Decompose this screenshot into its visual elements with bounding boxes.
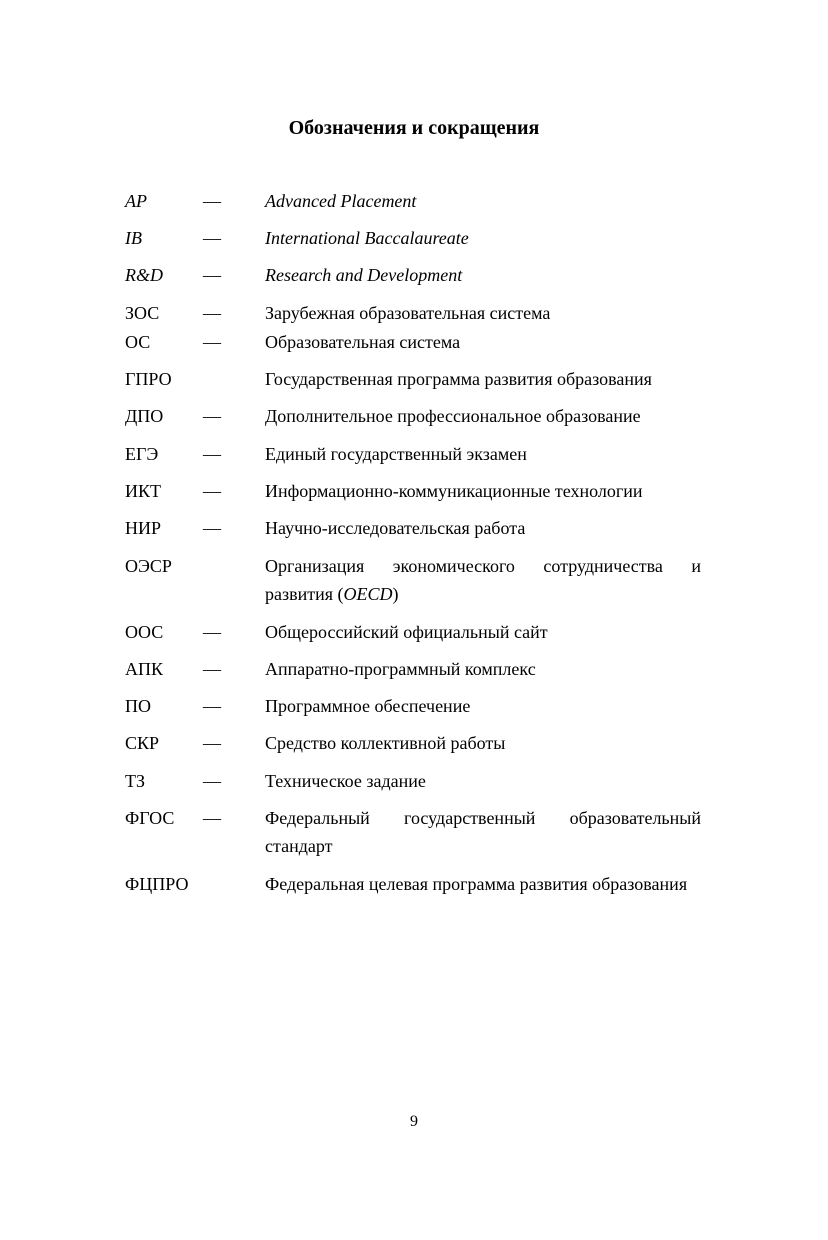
definition: Научно-исследовательская работа <box>265 518 526 538</box>
list-item <box>125 299 701 327</box>
list-item <box>125 767 701 795</box>
abbreviation: AP <box>125 191 147 211</box>
dash: — <box>203 303 221 323</box>
abbreviation: ФЦПРО <box>125 874 189 894</box>
abbreviation: ДПО <box>125 406 164 426</box>
list-item <box>125 477 701 505</box>
definition: Общероссийский официальный сайт <box>265 622 548 642</box>
definition <box>265 552 701 608</box>
abbreviation: ИКТ <box>125 481 161 501</box>
list-item <box>125 870 701 898</box>
list-item <box>125 402 701 430</box>
dash: — <box>203 444 221 464</box>
abbreviation: СКР <box>125 733 160 753</box>
definition: Государственная программа развития образования <box>265 369 652 389</box>
list-item <box>125 618 701 646</box>
list-item <box>125 552 701 608</box>
list-item <box>125 729 701 757</box>
list-item <box>125 365 701 393</box>
dash: — <box>203 771 221 791</box>
abbreviation: ОС <box>125 332 151 352</box>
list-item <box>125 655 701 683</box>
definition: Зарубежная образовательная система <box>265 303 551 323</box>
definition-end: ) <box>392 584 399 604</box>
abbreviation: ОЭСР <box>125 556 172 576</box>
page-title: Обозначения и сокращения <box>288 117 540 139</box>
definition: Федеральный государственный образовательный стандарт <box>265 808 701 856</box>
definition: Research and Development <box>265 265 463 285</box>
abbreviation: ЗОС <box>125 303 160 323</box>
list-item <box>125 514 701 542</box>
definition: Программное обеспечение <box>265 696 471 716</box>
definition-italic: OECD <box>343 584 393 604</box>
list-item <box>125 692 701 720</box>
abbreviation: ФГОС <box>125 808 175 828</box>
abbreviation: IB <box>125 228 142 248</box>
list-item <box>125 224 701 252</box>
dash: — <box>203 808 221 828</box>
definition: Дополнительное профессиональное образование <box>265 406 641 426</box>
list-item <box>125 328 701 356</box>
page-number: 9 <box>410 1113 418 1130</box>
list-item <box>125 261 701 289</box>
dash: — <box>203 696 221 716</box>
dash: — <box>203 622 221 642</box>
dash: — <box>203 406 221 426</box>
dash: — <box>203 265 221 285</box>
definition: International Baccalaureate <box>265 228 469 248</box>
list-item <box>125 187 701 215</box>
definition: Единый государственный экзамен <box>265 444 527 464</box>
definition: Образовательная система <box>265 332 461 352</box>
dash: — <box>203 228 221 248</box>
abbreviation: R&D <box>125 265 163 285</box>
abbreviation: ГПРО <box>125 369 172 389</box>
definition: Аппаратно-программный комплекс <box>265 659 536 679</box>
abbreviation: ООС <box>125 622 164 642</box>
dash: — <box>203 659 221 679</box>
abbreviation: ЕГЭ <box>125 444 159 464</box>
definition: Техническое задание <box>265 771 426 791</box>
dash: — <box>203 733 221 753</box>
dash: — <box>203 518 221 538</box>
definition: Advanced Placement <box>265 191 417 211</box>
definition-text: Организация экономического сотрудничества и развития ( <box>265 556 701 604</box>
dash: — <box>203 191 221 211</box>
dash: — <box>203 481 221 501</box>
abbreviation: НИР <box>125 518 162 538</box>
definition: Средство коллективной работы <box>265 733 506 753</box>
definition: Федеральная целевая программа развития образования <box>265 874 688 894</box>
abbreviation: ПО <box>125 696 151 716</box>
definition: Информационно-коммуникационные технологии <box>265 481 643 501</box>
list-item <box>125 440 701 468</box>
abbreviation: АПК <box>125 659 164 679</box>
list-item <box>125 804 701 860</box>
abbreviation: ТЗ <box>125 771 146 791</box>
dash: — <box>203 332 221 352</box>
